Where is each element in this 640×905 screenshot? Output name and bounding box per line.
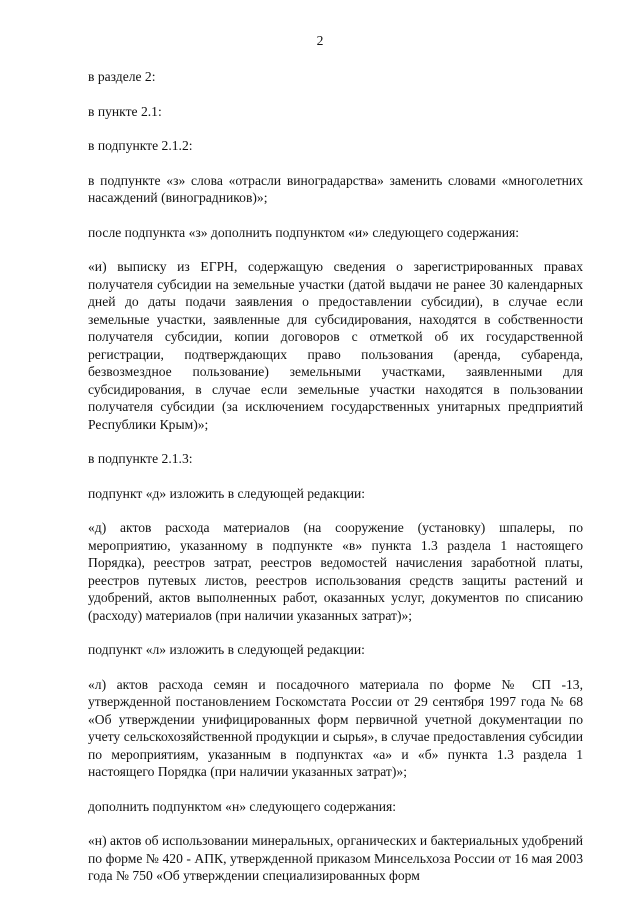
paragraph: в подпункте 2.1.3:	[88, 451, 193, 466]
paragraph: подпункт «д» изложить в следующей редакции:	[88, 485, 366, 501]
page-number: 2	[316, 33, 324, 48]
paragraph: в подпункте «з» слова «отрасли виноградарства» заменить словами «многолетних насаждений (виноградников)»;	[88, 172, 583, 205]
paragraph: в разделе 2:	[88, 69, 156, 84]
paragraph: «л) актов расхода семян и посадочного материала по форме № СП -13, утвержденной постановлением Госкомстата России от 29 сентября 1997 года № 68 «Об утверждении унифицированных форм первичной учетной документации по учету сельскохозяйственной продукции и сырья», в случае предоставления субсидии по мероприятиям, указанным в подпунктах «а» и «б» пункта 1.3 раздела 1 настоящего Порядка (при наличии указанных затрат)»;	[88, 676, 583, 779]
paragraph: в подпункте 2.1.2:	[88, 138, 193, 153]
paragraph: в пункте 2.1:	[88, 103, 162, 119]
paragraph: подпункт «л» изложить в следующей редакции:	[88, 642, 365, 657]
paragraph: «н) актов об использовании минеральных, органических и бактериальных удобрений по форме № 420 - АПК, утвержденной приказом Минсельхоза России от 16 мая 2003 года № 750 «Об утверждении специализированных форм	[88, 833, 583, 883]
paragraph: «и) выписку из ЕГРН, содержащую сведения о зарегистрированных правах получателя субсидии на земельные участки (датой выдачи не ранее 30 календарных дней до даты подачи заявления о предоставлении субсидии), в случае если земельные участки, заявленные для субсидирования, находятся в собственности получателя субсидии, копии договоров с отметкой об их государственной регистрации, подтверждающих право пользования (аренда, субаренда, безвозмездное пользование) земельными участками, заявленными для субсидирования, в случае если земельные участки находятся в пользовании получателя субсидии (за исключением государственных унитарных предприятий Республики Крым)»;	[88, 259, 583, 432]
paragraph: после подпункта «з» дополнить подпунктом «и» следующего содержания:	[88, 224, 520, 240]
document-body	[88, 68, 583, 885]
paragraph: «д) актов расхода материалов (на сооружение (установку) шпалеры, по мероприятию, указанному в подпункте «в» пункта 1.3 раздела 1 настоящего Порядка), реестров затрат, реестров ведомостей начисления заработной платы, реестров путевых листов, реестров использования средств защиты растений и удобрений, актов выполненных работ, оказанных услуг, документов по списанию (расходу) материалов (при наличии указанных затрат)»;	[88, 520, 583, 623]
paragraph: дополнить подпунктом «н» следующего содержания:	[88, 798, 397, 814]
